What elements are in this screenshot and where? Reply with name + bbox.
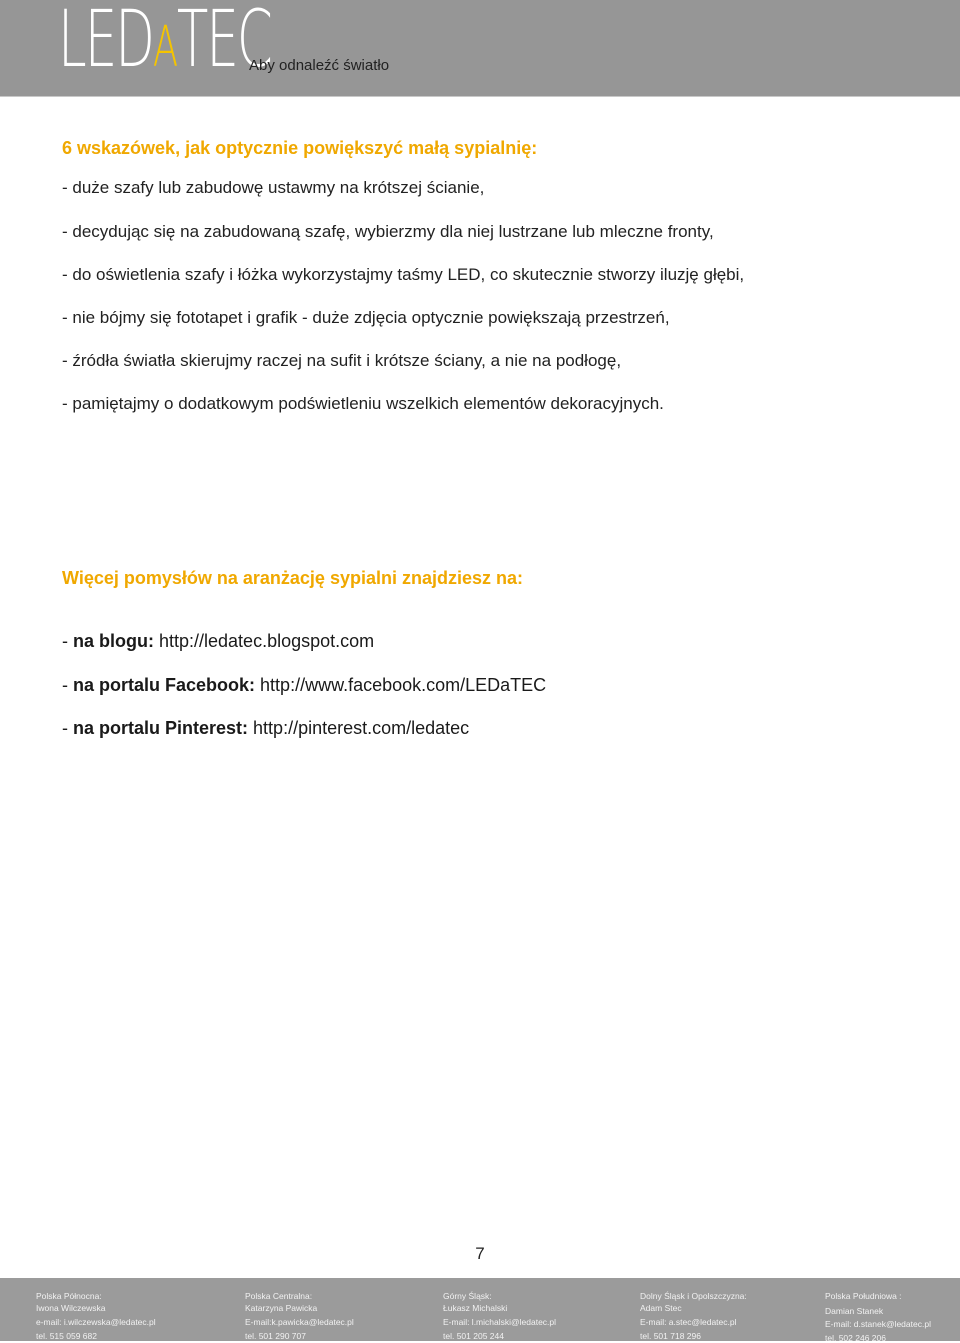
link-label: na portalu Facebook: [73, 675, 256, 695]
tip-item: - nie bójmy się fototapet i grafik - duże zdjęcia optycznie powiększają przestrzeń, [62, 308, 670, 327]
contact-name: Damian Stanek [825, 1306, 884, 1316]
tip-item: - do oświetlenia szafy i łóżka wykorzystajmy taśmy LED, co skutecznie stworzy iluzję głębi, [62, 265, 745, 284]
tip-item: - pamiętajmy o dodatkowym podświetleniu wszelkich elementów dekoracyjnych. [62, 394, 664, 413]
pinterest-link[interactable]: http://pinterest.com/ledatec [253, 718, 470, 738]
contact-email[interactable]: E-mail: a.stec@ledatec.pl [640, 1317, 737, 1327]
contact-phone: tel. 502 246 206 [825, 1333, 886, 1343]
logo-suffix: TEC [176, 0, 271, 85]
contact-phone: tel. 501 290 707 [245, 1331, 306, 1341]
tip-item: - źródła światła skierujmy raczej na sufit i krótsze ściany, a nie na podłogę, [62, 351, 622, 370]
tip-item: - decydując się na zabudowaną szafę, wybierzmy dla niej lustrzane lub mleczne fronty, [62, 222, 714, 241]
contact-region: Górny Śląsk: [443, 1291, 492, 1301]
contact-region: Polska Północna: [36, 1291, 102, 1301]
contact-email[interactable]: E-mail:k.pawicka@ledatec.pl [245, 1317, 354, 1327]
link-label: na blogu: [73, 631, 154, 651]
contact-region: Dolny Śląsk i Opolszczyzna: [640, 1291, 747, 1301]
contact-email[interactable]: e-mail: i.wilczewska@ledatec.pl [36, 1317, 156, 1327]
link-row-blog: - na blogu: http://ledatec.blogspot.com [62, 631, 375, 651]
contact-phone: tel. 515 059 682 [36, 1331, 97, 1341]
logo-prefix: LED [58, 0, 153, 85]
logo-accent: A [152, 15, 177, 80]
link-row-pinterest: - na portalu Pinterest: http://pinterest.com/ledatec [62, 718, 470, 738]
blog-link[interactable]: http://ledatec.blogspot.com [159, 631, 375, 651]
contact-name: Adam Stec [640, 1303, 682, 1313]
link-row-facebook: - na portalu Facebook: http://www.facebook.com/LEDaTEC [62, 675, 547, 695]
contact-phone: tel. 501 718 296 [640, 1331, 701, 1341]
contact-name: Iwona Wilczewska [36, 1303, 106, 1313]
ledatec-logo [58, 0, 271, 85]
header-bar [0, 0, 960, 97]
tagline: Aby odnaleźć światło [249, 57, 390, 74]
contact-name: Łukasz Michalski [443, 1303, 508, 1313]
facebook-link[interactable]: http://www.facebook.com/LEDaTEC [260, 675, 547, 695]
tip-item: - duże szafy lub zabudowę ustawmy na krótszej ścianie, [62, 178, 485, 197]
contact-email[interactable]: E-mail: l.michalski@ledatec.pl [443, 1317, 557, 1327]
links-heading: Więcej pomysłów na aranżację sypialni znajdziesz na: [62, 568, 523, 588]
contact-email[interactable]: E-mail: d.stanek@ledatec.pl [825, 1319, 931, 1329]
page-number: 7 [475, 1244, 485, 1263]
link-label: na portalu Pinterest: [73, 718, 249, 738]
contact-region: Polska Południowa : [825, 1291, 902, 1301]
tips-heading: 6 wskazówek, jak optycznie powiększyć małą sypialnię: [62, 138, 538, 158]
footer-contacts [0, 1278, 960, 1341]
contact-region: Polska Centralna: [245, 1291, 313, 1301]
contact-phone: tel. 501 205 244 [443, 1331, 504, 1341]
contact-name: Katarzyna Pawicka [245, 1303, 318, 1313]
